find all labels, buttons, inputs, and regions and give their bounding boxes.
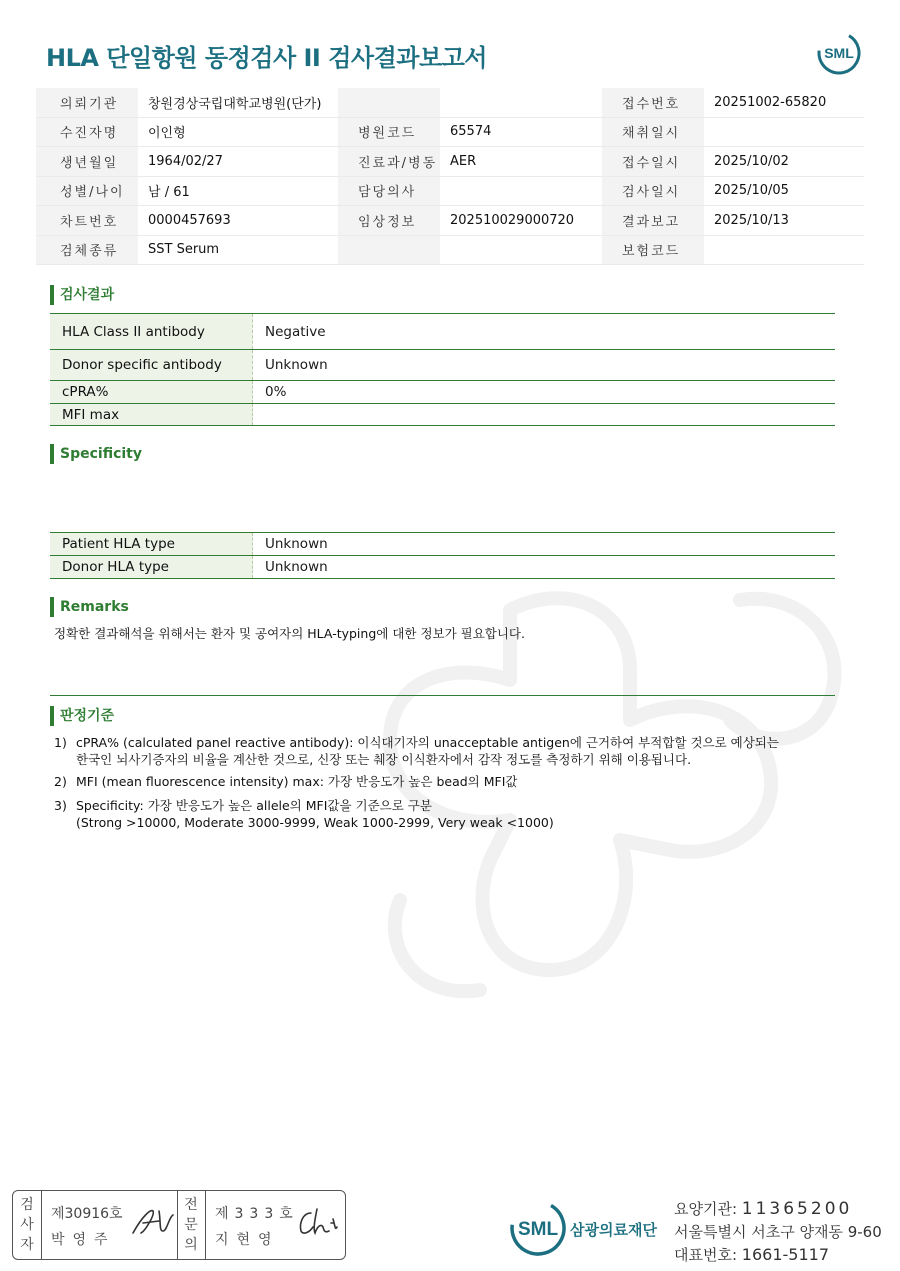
result-row xyxy=(50,381,835,404)
result-label: cPRA% xyxy=(50,381,253,404)
info-row xyxy=(36,206,864,236)
criteria-item xyxy=(54,734,779,768)
signer1-license: 제30916호 xyxy=(51,1206,123,1222)
info-value: 창원경상국립대학교병원(단가) xyxy=(138,88,338,117)
criteria-item xyxy=(54,773,517,790)
info-label: 차트번호 xyxy=(36,206,138,236)
info-value: 20251002-65820 xyxy=(704,88,864,117)
criteria-item xyxy=(54,797,554,831)
info-row xyxy=(36,117,864,147)
info-value: 2025/10/05 xyxy=(704,176,864,206)
signer2-license: 제333호 xyxy=(215,1206,299,1222)
info-label: 채취일시 xyxy=(602,117,704,147)
company-address: 서울특별시 서초구 양재동 9-60 xyxy=(674,1223,882,1241)
signer2-name: 지현영 xyxy=(215,1232,280,1248)
info-value: 남 / 61 xyxy=(138,176,338,206)
remarks-heading: Remarks xyxy=(50,597,129,617)
company-phone: 대표번호: 1661-5117 xyxy=(674,1245,830,1264)
info-value xyxy=(440,88,602,117)
institution-code: 요양기관: 11365200 xyxy=(674,1199,853,1219)
svg-text:SML: SML xyxy=(824,45,854,61)
patient-info-table xyxy=(36,88,864,265)
info-row xyxy=(36,147,864,177)
criteria-number: 3) xyxy=(54,798,67,813)
info-label: 검체종류 xyxy=(36,235,138,265)
info-label: 수진자명 xyxy=(36,117,138,147)
specificity-row xyxy=(50,556,835,579)
result-label: Donor specific antibody xyxy=(50,350,253,381)
info-value: AER xyxy=(440,147,602,177)
info-value xyxy=(704,117,864,147)
info-label: 의뢰기관 xyxy=(36,88,138,117)
sml-footer-logo xyxy=(508,1198,568,1258)
result-row xyxy=(50,404,835,426)
specificity-table xyxy=(50,532,835,579)
signer2-role: 전 문 의 xyxy=(184,1197,198,1253)
info-value: 65574 xyxy=(440,117,602,147)
company-name: 삼광의료재단 xyxy=(570,1221,657,1239)
section-divider xyxy=(50,695,835,696)
report-title: HLA 단일항원 동정검사 II 검사결과보고서 xyxy=(46,44,487,72)
signer1-role: 검 사 자 xyxy=(20,1197,34,1253)
results-table xyxy=(50,313,835,426)
result-value: Negative xyxy=(253,314,836,350)
signer1-name: 박영주 xyxy=(51,1232,116,1248)
info-value: 0000457693 xyxy=(138,206,338,236)
signer1-signature xyxy=(129,1205,179,1239)
info-label: 접수일시 xyxy=(602,147,704,177)
signature-box xyxy=(12,1190,346,1260)
info-row xyxy=(36,88,864,117)
result-value: Unknown xyxy=(253,350,836,381)
criteria-heading: 판정기준 xyxy=(50,706,114,726)
results-heading: 검사결과 xyxy=(50,285,114,305)
criteria-number: 1) xyxy=(54,735,67,750)
info-value: 이인형 xyxy=(138,117,338,147)
remarks-text: 정확한 결과해석을 위해서는 환자 및 공여자의 HLA-typing에 대한 정보가 필요합니다. xyxy=(54,626,525,641)
info-label: 결과보고 xyxy=(602,206,704,236)
criteria-text: cPRA% (calculated panel reactive antibody): 이식대기자의 unacceptable antigen에 근거하여 부적합할 것으로 예상되는 xyxy=(76,735,779,750)
info-row xyxy=(36,235,864,265)
criteria-text-cont: (Strong >10000, Moderate 3000-9999, Weak 1000-2999, Very weak <1000) xyxy=(76,815,554,830)
signer2-signature xyxy=(295,1205,341,1239)
result-label: MFI max xyxy=(50,404,253,426)
info-value xyxy=(440,176,602,206)
info-label: 임상정보 xyxy=(338,206,440,236)
info-value: 2025/10/02 xyxy=(704,147,864,177)
info-row xyxy=(36,176,864,206)
info-value: 202510029000720 xyxy=(440,206,602,236)
info-value xyxy=(704,235,864,265)
result-row xyxy=(50,314,835,350)
info-label: 검사일시 xyxy=(602,176,704,206)
info-label: 보험코드 xyxy=(602,235,704,265)
info-label xyxy=(338,88,440,117)
info-value xyxy=(440,235,602,265)
info-value: 1964/02/27 xyxy=(138,147,338,177)
result-value xyxy=(253,404,836,426)
criteria-text-cont: 한국인 뇌사기증자의 비율을 계산한 것으로, 신장 또는 췌장 이식환자에서 감작 정도를 측정하기 위해 이용됩니다. xyxy=(76,752,692,767)
specificity-row xyxy=(50,533,835,556)
sml-logo xyxy=(816,30,862,76)
specificity-value: Unknown xyxy=(253,533,836,556)
specificity-label: Donor HLA type xyxy=(50,556,253,579)
info-label xyxy=(338,235,440,265)
criteria-text: Specificity: 가장 반응도가 높은 allele의 MFI값을 기준으로 구분 xyxy=(76,798,432,813)
info-label: 접수번호 xyxy=(602,88,704,117)
info-label: 진료과/병동 xyxy=(338,147,440,177)
info-label: 병원코드 xyxy=(338,117,440,147)
info-value: 2025/10/13 xyxy=(704,206,864,236)
specificity-heading: Specificity xyxy=(50,444,142,464)
specificity-value: Unknown xyxy=(253,556,836,579)
criteria-text: MFI (mean fluorescence intensity) max: 가장 반응도가 높은 bead의 MFI값 xyxy=(76,774,518,789)
criteria-number: 2) xyxy=(54,774,67,789)
info-label: 성별/나이 xyxy=(36,176,138,206)
info-label: 생년월일 xyxy=(36,147,138,177)
result-row xyxy=(50,350,835,381)
info-label: 담당의사 xyxy=(338,176,440,206)
svg-text:SML: SML xyxy=(517,1219,559,1240)
specificity-label: Patient HLA type xyxy=(50,533,253,556)
result-label: HLA Class II antibody xyxy=(50,314,253,350)
info-value: SST Serum xyxy=(138,235,338,265)
result-value: 0% xyxy=(253,381,836,404)
